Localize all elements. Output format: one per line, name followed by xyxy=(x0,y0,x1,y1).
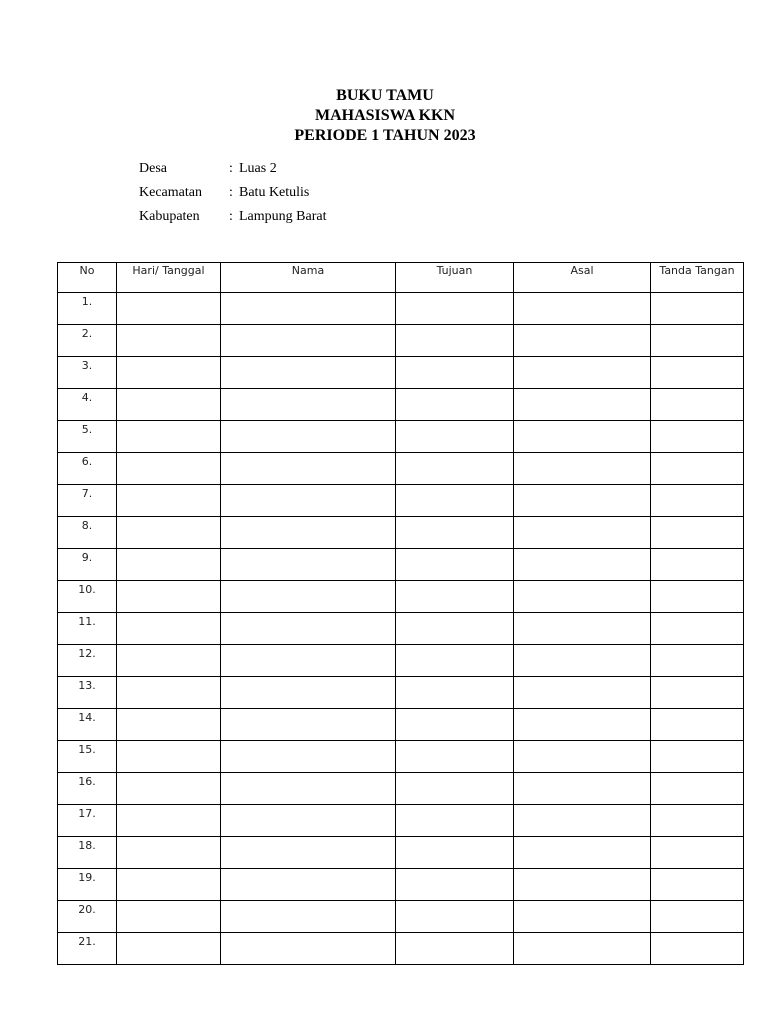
row-number: 11. xyxy=(58,613,117,645)
row-tujuan-cell[interactable] xyxy=(396,709,514,741)
table-row xyxy=(58,357,744,389)
row-nama-cell[interactable] xyxy=(221,293,396,325)
row-number: 16. xyxy=(58,773,117,805)
row-tujuan-cell[interactable] xyxy=(396,901,514,933)
row-nama-cell[interactable] xyxy=(221,357,396,389)
table-row xyxy=(58,293,744,325)
table-row xyxy=(58,613,744,645)
row-number: 3. xyxy=(58,357,117,389)
row-tujuan-cell[interactable] xyxy=(396,389,514,421)
row-asal-cell[interactable] xyxy=(514,613,651,645)
row-hari-tanggal-cell[interactable] xyxy=(117,677,221,709)
row-tanda-tangan-cell[interactable] xyxy=(651,517,744,549)
table-row xyxy=(58,901,744,933)
guest-table xyxy=(57,262,744,965)
info-separator: : xyxy=(229,209,233,224)
info-row-kabupaten xyxy=(139,208,326,232)
row-tanda-tangan-cell[interactable] xyxy=(651,389,744,421)
row-hari-tanggal-cell[interactable] xyxy=(117,805,221,837)
row-asal-cell[interactable] xyxy=(514,549,651,581)
row-number: 1. xyxy=(58,293,117,325)
info-row-desa xyxy=(139,160,326,184)
row-tanda-tangan-cell[interactable] xyxy=(651,805,744,837)
row-asal-cell[interactable] xyxy=(514,421,651,453)
table-row xyxy=(58,773,744,805)
row-tanda-tangan-cell[interactable] xyxy=(651,933,744,965)
row-number: 4. xyxy=(58,389,117,421)
row-number: 2. xyxy=(58,325,117,357)
row-hari-tanggal-cell[interactable] xyxy=(117,869,221,901)
info-value: Batu Ketulis xyxy=(239,185,310,200)
info-value: Lampung Barat xyxy=(239,209,327,224)
row-tujuan-cell[interactable] xyxy=(396,453,514,485)
row-asal-cell[interactable] xyxy=(514,357,651,389)
row-nama-cell[interactable] xyxy=(221,485,396,517)
row-tujuan-cell[interactable] xyxy=(396,485,514,517)
row-tanda-tangan-cell[interactable] xyxy=(651,645,744,677)
title-line-3: PERIODE 1 TAHUN 2023 xyxy=(294,127,476,144)
row-nama-cell[interactable] xyxy=(221,325,396,357)
table-header-row xyxy=(58,263,744,293)
table-row xyxy=(58,325,744,357)
row-nama-cell[interactable] xyxy=(221,581,396,613)
row-tujuan-cell[interactable] xyxy=(396,613,514,645)
info-value: Luas 2 xyxy=(239,161,277,176)
row-number: 10. xyxy=(58,581,117,613)
row-number: 18. xyxy=(58,837,117,869)
row-tanda-tangan-cell[interactable] xyxy=(651,325,744,357)
row-tujuan-cell[interactable] xyxy=(396,581,514,613)
table-row xyxy=(58,453,744,485)
row-asal-cell[interactable] xyxy=(514,645,651,677)
table-body xyxy=(58,293,744,965)
row-tanda-tangan-cell[interactable] xyxy=(651,453,744,485)
row-asal-cell[interactable] xyxy=(514,677,651,709)
document-title xyxy=(0,86,768,146)
info-label: Kabupaten xyxy=(139,209,200,224)
header-nama: Nama xyxy=(221,263,396,293)
table-row xyxy=(58,837,744,869)
row-nama-cell[interactable] xyxy=(221,709,396,741)
row-nama-cell[interactable] xyxy=(221,549,396,581)
row-asal-cell[interactable] xyxy=(514,293,651,325)
row-hari-tanggal-cell[interactable] xyxy=(117,901,221,933)
row-nama-cell[interactable] xyxy=(221,613,396,645)
row-tujuan-cell[interactable] xyxy=(396,933,514,965)
table-row xyxy=(58,933,744,965)
info-row-kecamatan xyxy=(139,184,326,208)
header-tujuan: Tujuan xyxy=(396,263,514,293)
row-asal-cell[interactable] xyxy=(514,325,651,357)
row-nama-cell[interactable] xyxy=(221,421,396,453)
row-nama-cell[interactable] xyxy=(221,645,396,677)
row-tujuan-cell[interactable] xyxy=(396,421,514,453)
row-asal-cell[interactable] xyxy=(514,837,651,869)
row-tanda-tangan-cell[interactable] xyxy=(651,773,744,805)
table-row xyxy=(58,549,744,581)
row-tanda-tangan-cell[interactable] xyxy=(651,613,744,645)
table-row xyxy=(58,677,744,709)
table-row xyxy=(58,485,744,517)
row-hari-tanggal-cell[interactable] xyxy=(117,645,221,677)
row-tanda-tangan-cell[interactable] xyxy=(651,901,744,933)
row-tujuan-cell[interactable] xyxy=(396,645,514,677)
row-tujuan-cell[interactable] xyxy=(396,517,514,549)
row-number: 7. xyxy=(58,485,117,517)
info-separator: : xyxy=(229,185,233,200)
row-tujuan-cell[interactable] xyxy=(396,837,514,869)
row-number: 9. xyxy=(58,549,117,581)
row-nama-cell[interactable] xyxy=(221,773,396,805)
row-nama-cell[interactable] xyxy=(221,869,396,901)
row-asal-cell[interactable] xyxy=(514,901,651,933)
table-row xyxy=(58,421,744,453)
table-row xyxy=(58,869,744,901)
row-tanda-tangan-cell[interactable] xyxy=(651,837,744,869)
row-number: 12. xyxy=(58,645,117,677)
row-hari-tanggal-cell[interactable] xyxy=(117,517,221,549)
row-hari-tanggal-cell[interactable] xyxy=(117,325,221,357)
row-hari-tanggal-cell[interactable] xyxy=(117,549,221,581)
row-hari-tanggal-cell[interactable] xyxy=(117,933,221,965)
info-label: Desa xyxy=(139,161,167,176)
row-tujuan-cell[interactable] xyxy=(396,325,514,357)
row-hari-tanggal-cell[interactable] xyxy=(117,485,221,517)
row-hari-tanggal-cell[interactable] xyxy=(117,709,221,741)
row-hari-tanggal-cell[interactable] xyxy=(117,773,221,805)
row-number: 20. xyxy=(58,901,117,933)
row-asal-cell[interactable] xyxy=(514,453,651,485)
row-tanda-tangan-cell[interactable] xyxy=(651,677,744,709)
row-nama-cell[interactable] xyxy=(221,837,396,869)
row-tujuan-cell[interactable] xyxy=(396,677,514,709)
row-hari-tanggal-cell[interactable] xyxy=(117,581,221,613)
row-tujuan-cell[interactable] xyxy=(396,773,514,805)
row-tanda-tangan-cell[interactable] xyxy=(651,357,744,389)
row-nama-cell[interactable] xyxy=(221,901,396,933)
row-asal-cell[interactable] xyxy=(514,933,651,965)
row-number: 6. xyxy=(58,453,117,485)
row-hari-tanggal-cell[interactable] xyxy=(117,613,221,645)
row-tujuan-cell[interactable] xyxy=(396,741,514,773)
table-row xyxy=(58,805,744,837)
table-row xyxy=(58,389,744,421)
row-asal-cell[interactable] xyxy=(514,773,651,805)
row-asal-cell[interactable] xyxy=(514,389,651,421)
row-asal-cell[interactable] xyxy=(514,805,651,837)
row-asal-cell[interactable] xyxy=(514,517,651,549)
header-hari-tanggal: Hari/ Tanggal xyxy=(117,263,221,293)
row-tanda-tangan-cell[interactable] xyxy=(651,709,744,741)
row-tanda-tangan-cell[interactable] xyxy=(651,421,744,453)
row-nama-cell[interactable] xyxy=(221,453,396,485)
row-hari-tanggal-cell[interactable] xyxy=(117,453,221,485)
row-hari-tanggal-cell[interactable] xyxy=(117,293,221,325)
row-number: 15. xyxy=(58,741,117,773)
row-tanda-tangan-cell[interactable] xyxy=(651,549,744,581)
table-row xyxy=(58,517,744,549)
row-hari-tanggal-cell[interactable] xyxy=(117,389,221,421)
row-hari-tanggal-cell[interactable] xyxy=(117,741,221,773)
row-tujuan-cell[interactable] xyxy=(396,805,514,837)
table-row xyxy=(58,581,744,613)
row-nama-cell[interactable] xyxy=(221,677,396,709)
info-label: Kecamatan xyxy=(139,185,202,200)
row-asal-cell[interactable] xyxy=(514,741,651,773)
location-info xyxy=(139,160,326,232)
row-hari-tanggal-cell[interactable] xyxy=(117,357,221,389)
row-asal-cell[interactable] xyxy=(514,581,651,613)
row-asal-cell[interactable] xyxy=(514,869,651,901)
row-nama-cell[interactable] xyxy=(221,805,396,837)
row-number: 5. xyxy=(58,421,117,453)
row-tanda-tangan-cell[interactable] xyxy=(651,869,744,901)
title-line-1: BUKU TAMU xyxy=(336,87,434,104)
row-number: 21. xyxy=(58,933,117,965)
row-asal-cell[interactable] xyxy=(514,485,651,517)
table-row xyxy=(58,709,744,741)
row-nama-cell[interactable] xyxy=(221,741,396,773)
row-asal-cell[interactable] xyxy=(514,709,651,741)
row-tujuan-cell[interactable] xyxy=(396,357,514,389)
row-tanda-tangan-cell[interactable] xyxy=(651,485,744,517)
table-row xyxy=(58,645,744,677)
row-nama-cell[interactable] xyxy=(221,517,396,549)
row-tujuan-cell[interactable] xyxy=(396,869,514,901)
row-tanda-tangan-cell[interactable] xyxy=(651,741,744,773)
row-number: 14. xyxy=(58,709,117,741)
title-line-2: MAHASISWA KKN xyxy=(314,107,456,124)
row-number: 13. xyxy=(58,677,117,709)
header-tanda-tangan: Tanda Tangan xyxy=(651,263,744,293)
row-hari-tanggal-cell[interactable] xyxy=(117,421,221,453)
row-nama-cell[interactable] xyxy=(221,389,396,421)
header-asal: Asal xyxy=(514,263,651,293)
row-tujuan-cell[interactable] xyxy=(396,549,514,581)
row-tujuan-cell[interactable] xyxy=(396,293,514,325)
row-tanda-tangan-cell[interactable] xyxy=(651,581,744,613)
row-number: 17. xyxy=(58,805,117,837)
row-number: 19. xyxy=(58,869,117,901)
info-separator: : xyxy=(229,161,233,176)
row-hari-tanggal-cell[interactable] xyxy=(117,837,221,869)
row-tanda-tangan-cell[interactable] xyxy=(651,293,744,325)
table-row xyxy=(58,741,744,773)
row-number: 8. xyxy=(58,517,117,549)
row-nama-cell[interactable] xyxy=(221,933,396,965)
header-no: No xyxy=(58,263,117,293)
